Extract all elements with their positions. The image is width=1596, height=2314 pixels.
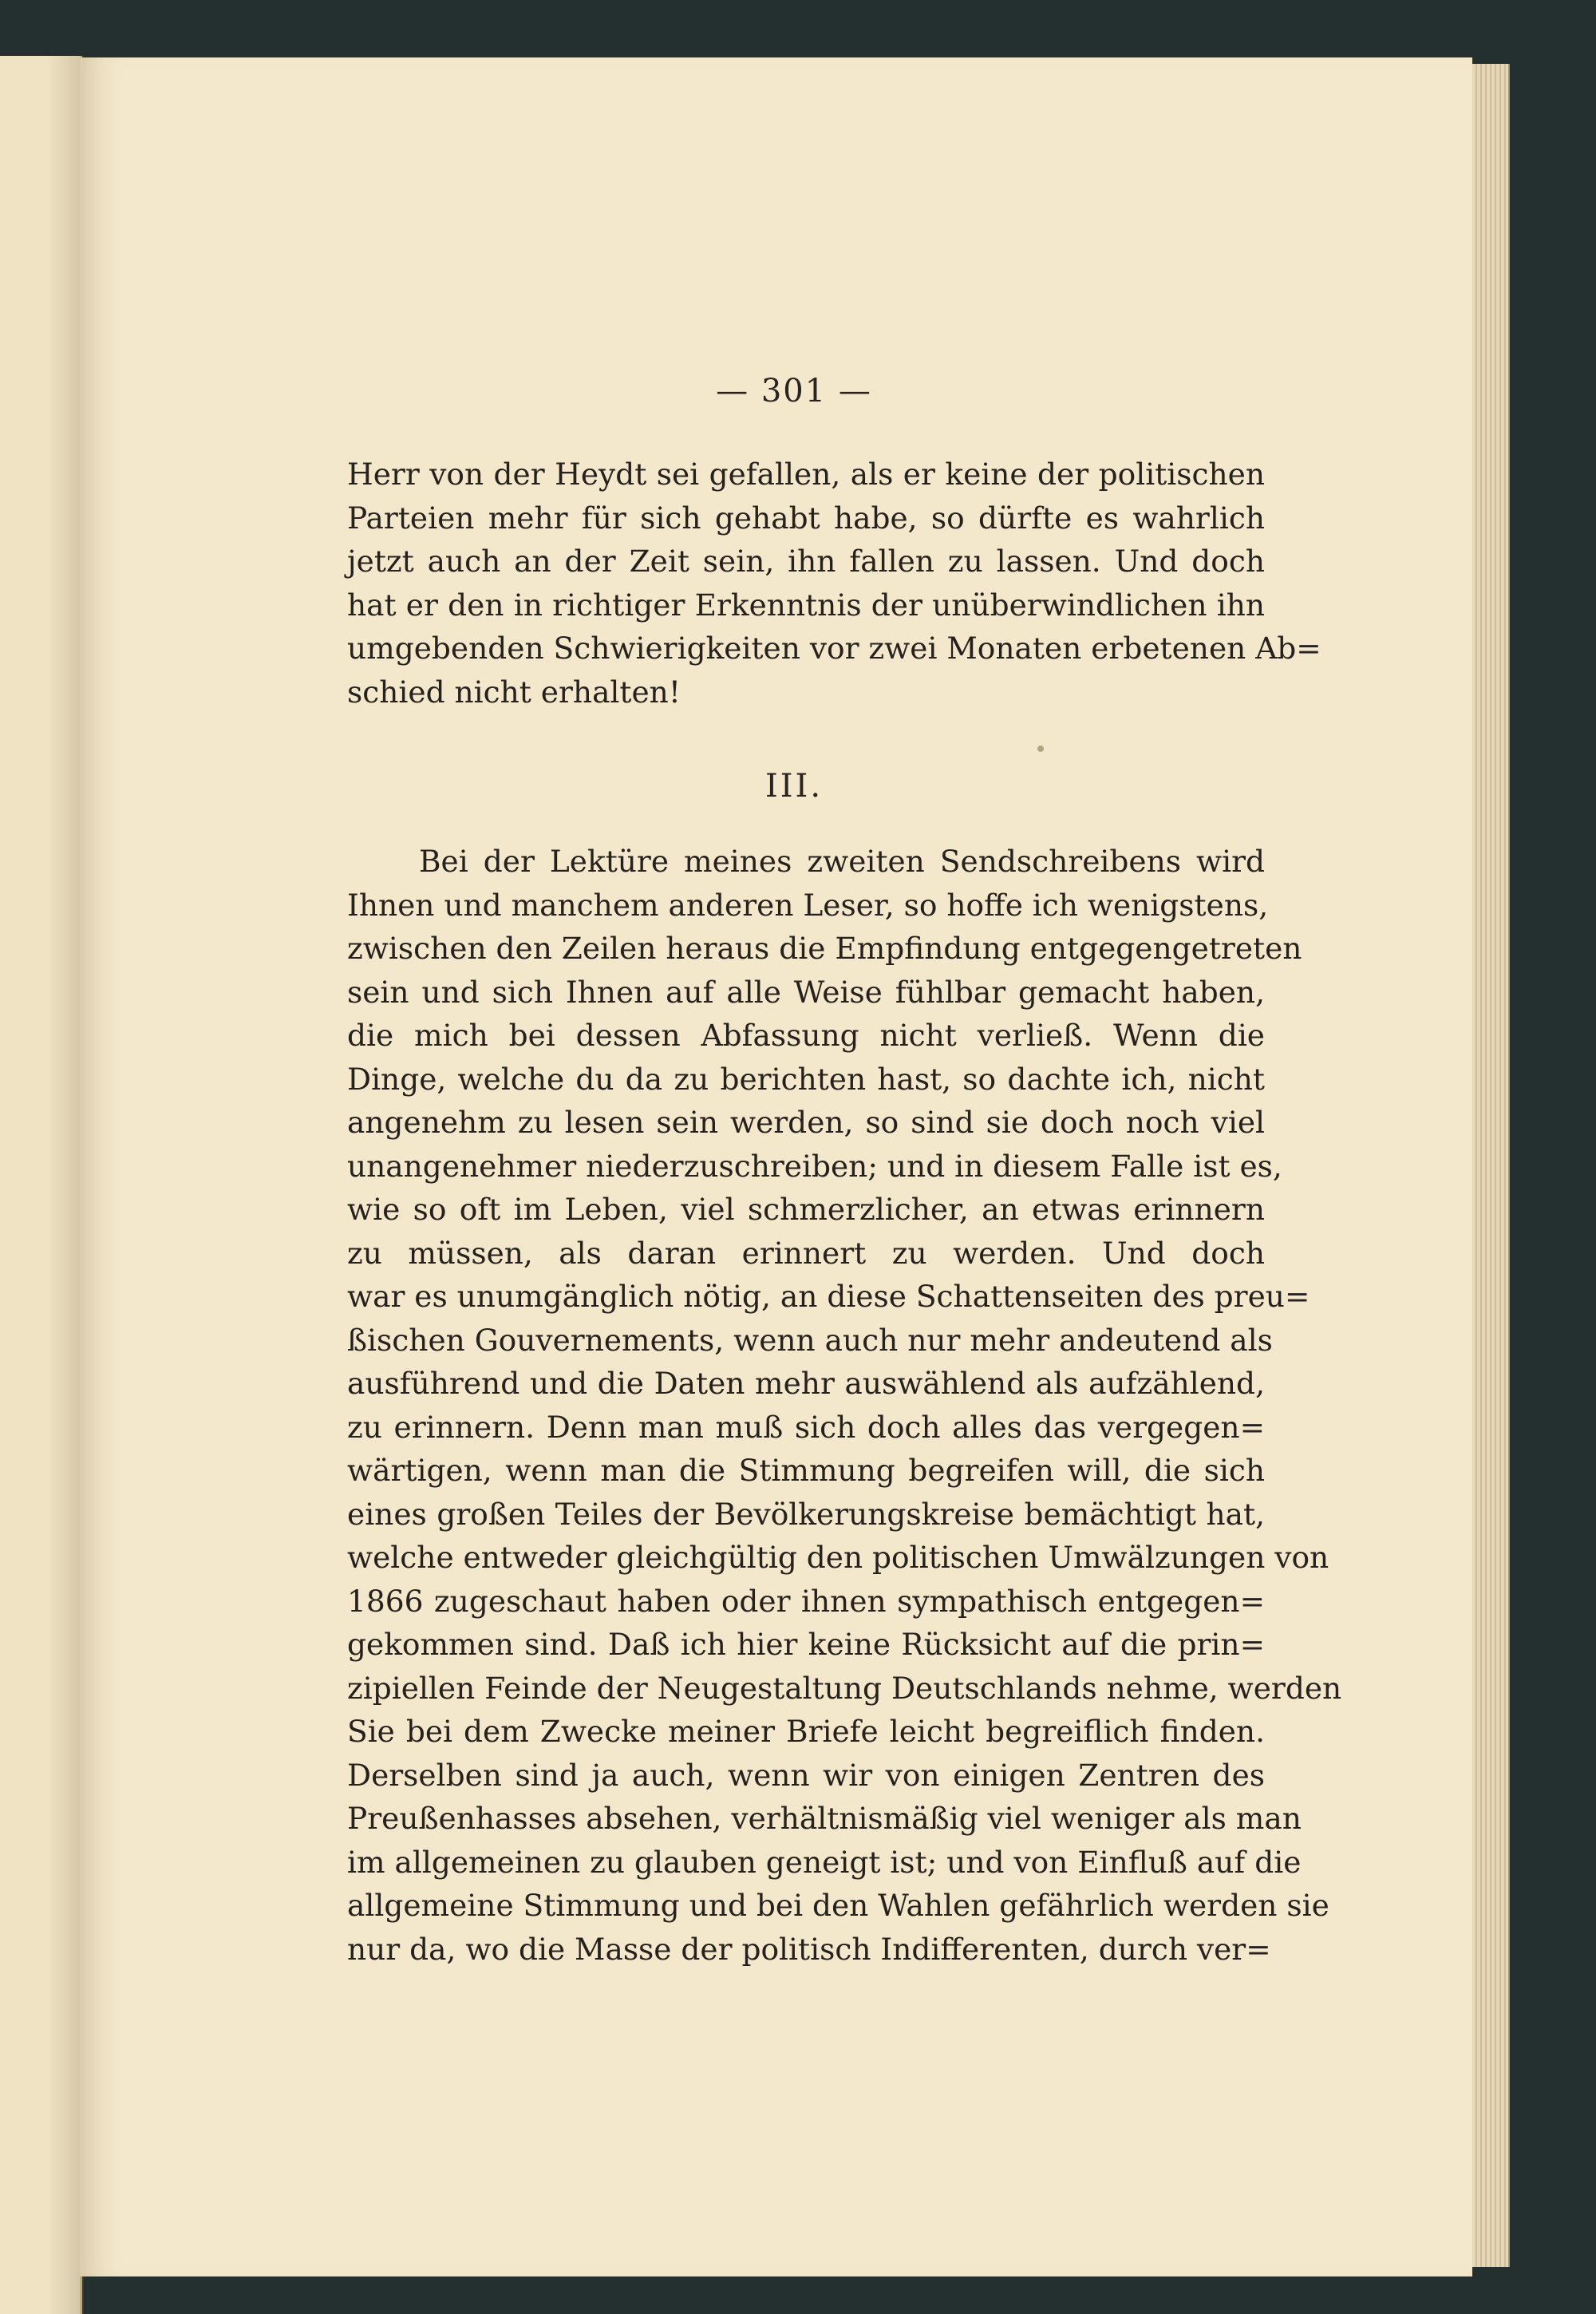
text-line: sein und sich Ihnen auf alle Weise fühlbar gemacht haben,: [347, 974, 1265, 1010]
text-line: ausführend und die Daten mehr auswählend als aufzählend,: [347, 1366, 1265, 1401]
paragraph-1: [347, 453, 1321, 714]
text-line: Dinge, welche du da zu berichten hast, so dachte ich, nicht: [347, 1061, 1265, 1097]
text-line: angenehm zu lesen sein werden, so sind sie doch noch viel: [347, 1105, 1265, 1140]
text-line: gekommen sind. Daß ich hier keine Rücksicht auf die prin=: [347, 1627, 1265, 1662]
gutter-shadow: [48, 56, 84, 2314]
text-line: ßischen Gouvernements, wenn auch nur mehr andeutend als: [347, 1322, 1273, 1358]
text-line: Ihnen und manchem anderen Leser, so hoffe ich wenigstens,: [347, 887, 1269, 923]
text-line: hat er den in richtiger Erkenntnis der unüberwindlichen ihn: [347, 587, 1265, 623]
text-line: 1866 zugeschaut haben oder ihnen sympathisch entgegen=: [347, 1583, 1265, 1619]
text-line: zu müssen, als daran erinnert zu werden. Und doch: [347, 1235, 1265, 1271]
text-line: unangenehmer niederzuschreiben; und in diesem Falle ist es,: [347, 1148, 1282, 1184]
text-line: Preußenhasses absehen, verhältnismäßig viel weniger als man: [347, 1801, 1302, 1836]
text-line: Parteien mehr für sich gehabt habe, so dürfte es wahrlich: [347, 500, 1265, 536]
text-line: eines großen Teiles der Bevölkerungskreise bemächtigt hat,: [347, 1496, 1265, 1532]
text-line: allgemeine Stimmung und bei den Wahlen gefährlich werden sie: [347, 1888, 1329, 1923]
text-line: Bei der Lektüre meines zweiten Sendschreibens wird: [419, 844, 1265, 879]
paragraph-2: [347, 840, 1342, 1971]
text-line: Sie bei dem Zwecke meiner Briefe leicht begreiflich finden.: [347, 1714, 1265, 1749]
text-line: umgebenden Schwierigkeiten vor zwei Monaten erbetenen Ab=: [347, 631, 1321, 666]
text-line: nur da, wo die Masse der politisch Indifferenten, durch ver=: [347, 1931, 1271, 1967]
text-line: Derselben sind ja auch, wenn wir von einigen Zentren des: [347, 1757, 1265, 1793]
text-line: war es unumgänglich nötig, an diese Schattenseiten des preu=: [347, 1279, 1310, 1314]
right-page: [80, 57, 1472, 2276]
section-heading: III.: [764, 768, 824, 805]
page-number: — 301 —: [716, 373, 872, 409]
text-line: wie so oft im Leben, viel schmerzlicher, an etwas erinnern: [347, 1192, 1265, 1227]
text-line: welche entweder gleichgültig den politischen Umwälzungen von: [347, 1540, 1329, 1575]
text-line: im allgemeinen zu glauben geneigt ist; und von Einfluß auf die: [347, 1844, 1302, 1880]
text-line: zipiellen Feinde der Neugestaltung Deutschlands nehme, werden: [347, 1670, 1342, 1706]
text-line: zwischen den Zeilen heraus die Empfindung entgegengetreten: [347, 931, 1302, 966]
text-line: Herr von der Heydt sei gefallen, als er keine der politischen: [347, 457, 1265, 492]
text-line: jetzt auch an der Zeit sein, ihn fallen zu lassen. Und doch: [347, 544, 1265, 579]
text-line: wärtigen, wenn man die Stimmung begreifen will, die sich: [347, 1453, 1265, 1488]
text-line: zu erinnern. Denn man muß sich doch alles das vergegen=: [347, 1409, 1265, 1445]
text-line: die mich bei dessen Abfassung nicht verließ. Wenn die: [347, 1018, 1265, 1053]
paper-spot: [1037, 746, 1044, 752]
text-line: schied nicht erhalten!: [347, 674, 681, 710]
